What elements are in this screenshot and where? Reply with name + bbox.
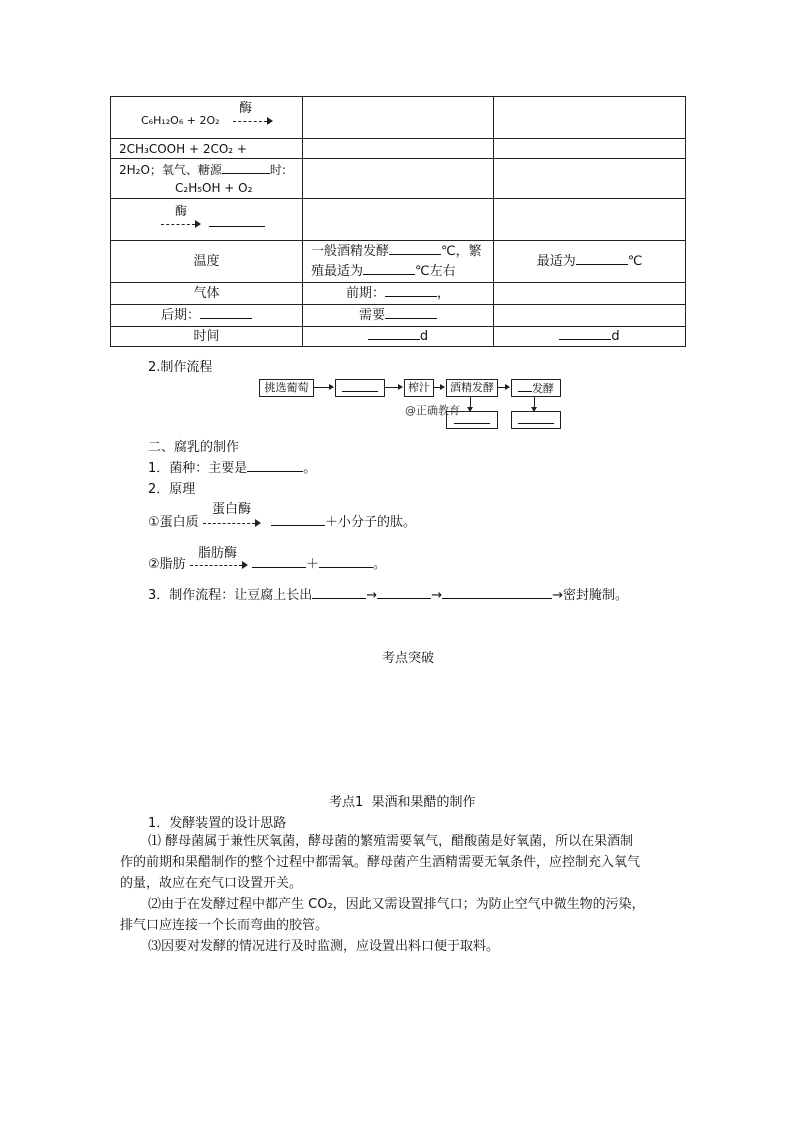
topic-subtitle	[329, 791, 476, 810]
row-label-time: 时间	[111, 327, 303, 347]
answer-blank[interactable]	[363, 262, 415, 275]
when-text: 时:	[269, 162, 286, 177]
flow-arrow-icon	[313, 387, 333, 388]
answer-blank[interactable]	[252, 555, 306, 568]
table-cell	[303, 159, 494, 199]
paragraph-1	[120, 831, 688, 894]
fermentation-table	[110, 96, 686, 347]
table-row	[111, 241, 686, 283]
topic-title: 果酒和果醋的制作	[371, 795, 476, 810]
enzyme-label: 酶	[239, 100, 253, 116]
answer-blank[interactable]	[312, 586, 366, 599]
answer-blank[interactable]	[518, 380, 532, 392]
table-cell	[494, 159, 686, 199]
furu-heading: 二、腐乳的制作	[148, 440, 240, 455]
item-text: 3．制作流程：让豆腐上长出	[148, 588, 313, 603]
reaction-arrow-icon	[233, 116, 273, 126]
table-row	[111, 199, 686, 241]
answer-blank[interactable]	[209, 214, 265, 227]
reaction-arrow-icon	[203, 518, 261, 528]
item-text: ②脂肪	[148, 557, 186, 572]
flow-box-select-grapes: 挑选葡萄	[259, 379, 314, 397]
flow-arrow-down-icon	[534, 396, 535, 411]
flow-box-blank	[335, 379, 385, 397]
flow-box-label: 发酵	[532, 382, 554, 395]
table-cell	[494, 241, 686, 283]
table-cell	[494, 97, 686, 139]
flow-arrow-icon	[384, 387, 402, 388]
temp-text: ℃，繁	[441, 243, 482, 259]
answer-blank[interactable]	[368, 327, 420, 340]
item-text: 1．菌种：主要是	[148, 461, 248, 476]
table-cell	[303, 139, 494, 159]
table-row	[111, 305, 686, 327]
table-cell	[111, 97, 303, 139]
temp-text: 殖最适为	[311, 263, 364, 279]
answer-blank[interactable]	[342, 380, 378, 392]
answer-blank[interactable]	[576, 252, 628, 265]
section-title-breakthrough: 考点突破	[382, 651, 435, 666]
item-text: ＋	[305, 557, 319, 572]
table-row	[111, 139, 686, 159]
table-row	[111, 97, 686, 139]
table-cell	[303, 97, 494, 139]
enzyme-label-lipase: 脂肪酶	[198, 546, 238, 561]
watermark: @正确教育	[405, 404, 460, 417]
principle-1	[148, 511, 416, 530]
flow-arrow-icon	[497, 387, 509, 388]
row-label-temperature: 温度	[111, 241, 303, 283]
answer-blank[interactable]	[389, 242, 441, 255]
unit-day: d	[611, 329, 620, 344]
para-line: 作的前期和果醋制作的整个过程中都需氧。酵母菌产生酒精需要无氧条件，应控制充入氧气	[120, 855, 641, 870]
item-text: ＋小分子的肽。	[324, 515, 416, 530]
flow-box-fermentation	[511, 379, 561, 397]
principle-2	[148, 553, 386, 572]
answer-blank[interactable]	[247, 459, 303, 472]
answer-blank[interactable]	[200, 306, 252, 319]
late-text: 后期：	[160, 308, 200, 323]
table-cell	[303, 241, 494, 283]
answer-blank[interactable]	[559, 327, 611, 340]
para-line: ⑵由于在发酵过程中都产生 CO₂，因此又需设置排气口；为防止空气中微生物的污染，	[148, 897, 645, 912]
table-cell	[303, 199, 494, 241]
topic-number: 考点1	[329, 795, 364, 810]
formula-acetic: 2CH₃COOH + 2CO₂ +	[111, 139, 303, 159]
furu-item1	[148, 457, 316, 476]
temp-text: 最适为	[536, 254, 576, 269]
item-text: ①蛋白质	[148, 515, 199, 530]
arrow-icon: →	[366, 588, 378, 603]
flow-box-juicing: 榨汁	[404, 379, 434, 397]
section-title-process: 2.制作流程	[148, 360, 213, 375]
paragraph-3	[148, 936, 688, 957]
para-line: ⑴ 酵母菌属于兼性厌氧菌，酵母菌的繁殖需要氧气，醋酸菌是好氧菌，所以在果酒制	[148, 834, 634, 849]
para-line: ⑶因要对发酵的情况进行及时监测，应设置出料口便于取料。	[148, 939, 500, 954]
flow-box-alcohol-fermentation: 酒精发酵	[446, 379, 498, 397]
gas-text: 前期：	[345, 286, 385, 301]
unit-day: d	[419, 329, 429, 344]
table-cell	[111, 305, 303, 327]
answer-blank[interactable]	[385, 284, 437, 297]
item-text: 。	[303, 461, 317, 476]
design-heading: 1．发酵装置的设计思路	[148, 816, 287, 831]
table-cell	[111, 199, 303, 241]
table-row	[111, 327, 686, 347]
reaction-arrow-icon	[161, 219, 201, 229]
answer-blank[interactable]	[319, 555, 373, 568]
temp-text: ℃左右	[415, 263, 456, 279]
formula-ethanol: C₂H₅OH + O₂	[175, 180, 253, 195]
row-label-gas: 气体	[111, 283, 303, 305]
table-cell	[494, 305, 686, 327]
table-cell	[303, 305, 494, 327]
flow-arrow-down-icon	[470, 396, 471, 411]
table-cell	[494, 199, 686, 241]
need-text: 需要	[358, 308, 385, 323]
formula-glucose: C₆H₁₂O₆ + 2O₂	[141, 113, 220, 127]
table-cell	[494, 283, 686, 305]
temp-text: ℃	[627, 254, 643, 269]
para-line: 的量，故应在充气口设置开关。	[120, 876, 303, 891]
answer-blank[interactable]	[385, 306, 437, 319]
paragraph-2	[120, 894, 688, 936]
furu-item2: 2．原理	[148, 482, 196, 497]
enzyme-label-protease: 蛋白酶	[212, 502, 252, 517]
table-cell	[303, 283, 494, 305]
answer-blank[interactable]	[442, 586, 552, 599]
arrow-icon: →	[552, 588, 563, 603]
enzyme-label: 酶	[175, 203, 188, 218]
gas-text: ，	[437, 286, 451, 301]
item-text: 密封腌制。	[563, 588, 629, 603]
table-cell	[303, 327, 494, 347]
answer-blank[interactable]	[222, 161, 270, 174]
table-row	[111, 283, 686, 305]
table-cell	[494, 327, 686, 347]
answer-blank[interactable]	[518, 412, 554, 424]
para-line: 排气口应连接一个长而弯曲的胶管。	[120, 918, 329, 933]
flow-box-blank	[511, 411, 561, 429]
furu-item3	[148, 584, 628, 603]
item-text: 。	[372, 557, 386, 572]
answer-blank[interactable]	[377, 586, 431, 599]
table-cell	[494, 139, 686, 159]
oxygen-sugar-text: 2H₂O；氧气、糖源	[119, 162, 222, 177]
table-row	[111, 159, 686, 199]
reaction-arrow-icon	[190, 560, 248, 570]
arrow-icon: →	[431, 588, 443, 603]
flow-arrow-icon	[433, 387, 444, 388]
answer-blank[interactable]	[271, 513, 325, 526]
table-cell	[111, 159, 303, 199]
temp-text: 一般酒精发酵	[311, 243, 390, 259]
